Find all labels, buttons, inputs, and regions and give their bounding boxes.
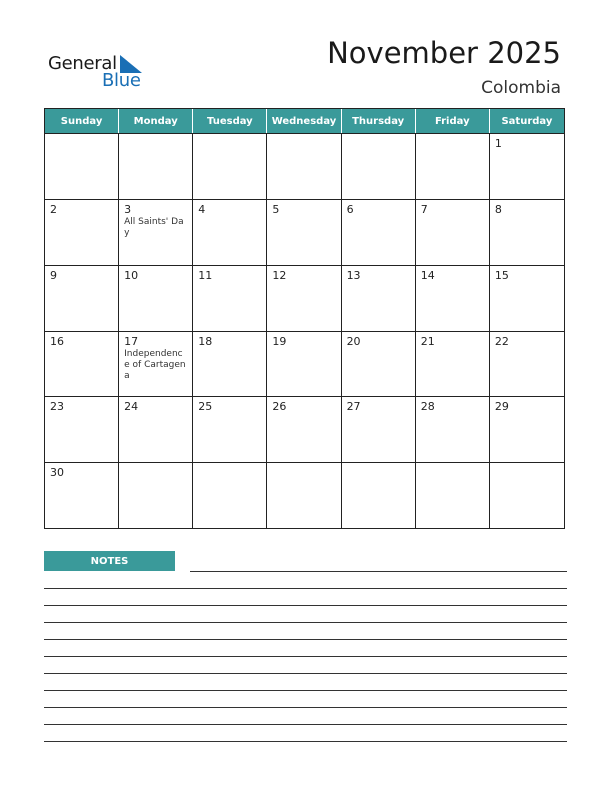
day-cell xyxy=(416,265,490,331)
day-number: 4 xyxy=(198,202,206,216)
day-number: 10 xyxy=(124,268,139,282)
note-line xyxy=(190,571,567,572)
day-cell xyxy=(45,462,119,528)
day-cell xyxy=(45,265,119,331)
day-cell xyxy=(342,133,416,199)
day-number: 16 xyxy=(50,334,64,348)
day-number: 27 xyxy=(346,400,361,414)
day-cell xyxy=(490,199,564,265)
day-cell xyxy=(416,133,490,199)
note-line xyxy=(44,741,567,742)
logo-blue-text: Blue xyxy=(102,70,141,91)
weekday-header-wednesday: Wednesday xyxy=(267,109,341,133)
day-cell xyxy=(490,331,564,397)
day-number: 8 xyxy=(494,202,502,216)
day-number: 26 xyxy=(272,400,287,414)
day-number: 29 xyxy=(494,400,509,414)
day-cell xyxy=(119,133,193,199)
day-number: 28 xyxy=(420,400,435,414)
day-cell xyxy=(490,462,564,528)
day-number: 1 xyxy=(494,137,502,150)
day-number: 11 xyxy=(198,268,213,282)
day-cell xyxy=(342,331,416,397)
day-cell xyxy=(342,462,416,528)
day-cell xyxy=(267,133,341,199)
holiday-label: All Saints' Day xyxy=(124,216,184,238)
day-cell xyxy=(193,265,267,331)
day-cell xyxy=(119,199,193,265)
note-line xyxy=(44,690,567,691)
weekday-header-thursday: Thursday xyxy=(342,109,416,133)
logo-general-text: General xyxy=(48,53,117,74)
day-cell xyxy=(267,396,341,462)
note-line xyxy=(44,656,567,657)
day-cell xyxy=(267,199,341,265)
day-number: 3 xyxy=(124,202,132,216)
day-number: 17 xyxy=(124,334,139,348)
notes-label: NOTES xyxy=(44,551,175,571)
day-number: 19 xyxy=(272,334,287,348)
day-cell xyxy=(267,331,341,397)
day-cell xyxy=(45,133,119,199)
note-line xyxy=(44,639,567,640)
day-number: 7 xyxy=(420,202,428,216)
day-cell xyxy=(490,265,564,331)
day-cell xyxy=(342,199,416,265)
day-cell xyxy=(490,133,564,199)
day-number: 12 xyxy=(272,268,287,282)
weekday-header-saturday: Saturday xyxy=(490,109,564,133)
day-cell xyxy=(45,199,119,265)
day-cell xyxy=(193,331,267,397)
day-number: 15 xyxy=(494,268,509,282)
note-line xyxy=(44,673,567,674)
day-cell xyxy=(490,396,564,462)
note-line xyxy=(44,605,567,606)
weekday-header-monday: Monday xyxy=(119,109,193,133)
day-cell xyxy=(193,462,267,528)
day-cell xyxy=(342,396,416,462)
day-cell xyxy=(119,396,193,462)
day-number: 30 xyxy=(50,466,64,480)
day-number: 18 xyxy=(198,334,213,348)
day-number: 2 xyxy=(50,202,57,216)
day-number: 21 xyxy=(420,334,435,348)
day-number: 14 xyxy=(420,268,435,282)
day-cell xyxy=(119,331,193,397)
day-cell xyxy=(45,396,119,462)
day-cell xyxy=(267,265,341,331)
day-cell xyxy=(342,265,416,331)
day-cell xyxy=(193,199,267,265)
day-number: 5 xyxy=(272,202,280,216)
day-cell xyxy=(416,396,490,462)
logo xyxy=(48,52,158,92)
calendar-grid xyxy=(44,108,565,529)
day-number: 24 xyxy=(124,400,139,414)
page-title: November 2025 xyxy=(327,36,561,70)
day-cell xyxy=(416,331,490,397)
weekday-header-friday: Friday xyxy=(416,109,490,133)
day-number: 20 xyxy=(346,334,361,348)
note-line xyxy=(44,622,567,623)
weekday-header-tuesday: Tuesday xyxy=(193,109,267,133)
day-number: 23 xyxy=(50,400,64,414)
day-number: 25 xyxy=(198,400,213,414)
day-cell xyxy=(267,462,341,528)
holiday-label: Independence of Cartagena xyxy=(124,348,186,381)
day-cell xyxy=(45,331,119,397)
weekday-header-sunday: Sunday xyxy=(45,109,119,133)
day-cell xyxy=(416,462,490,528)
day-number: 9 xyxy=(50,268,57,282)
day-number: 22 xyxy=(494,334,509,348)
day-cell xyxy=(416,199,490,265)
day-cell xyxy=(193,396,267,462)
day-cell xyxy=(193,133,267,199)
note-line xyxy=(44,724,567,725)
note-line xyxy=(44,588,567,589)
day-number: 13 xyxy=(346,268,361,282)
country-name: Colombia xyxy=(481,78,561,98)
day-number: 6 xyxy=(346,202,354,216)
day-cell xyxy=(119,462,193,528)
note-line xyxy=(44,707,567,708)
day-cell xyxy=(119,265,193,331)
